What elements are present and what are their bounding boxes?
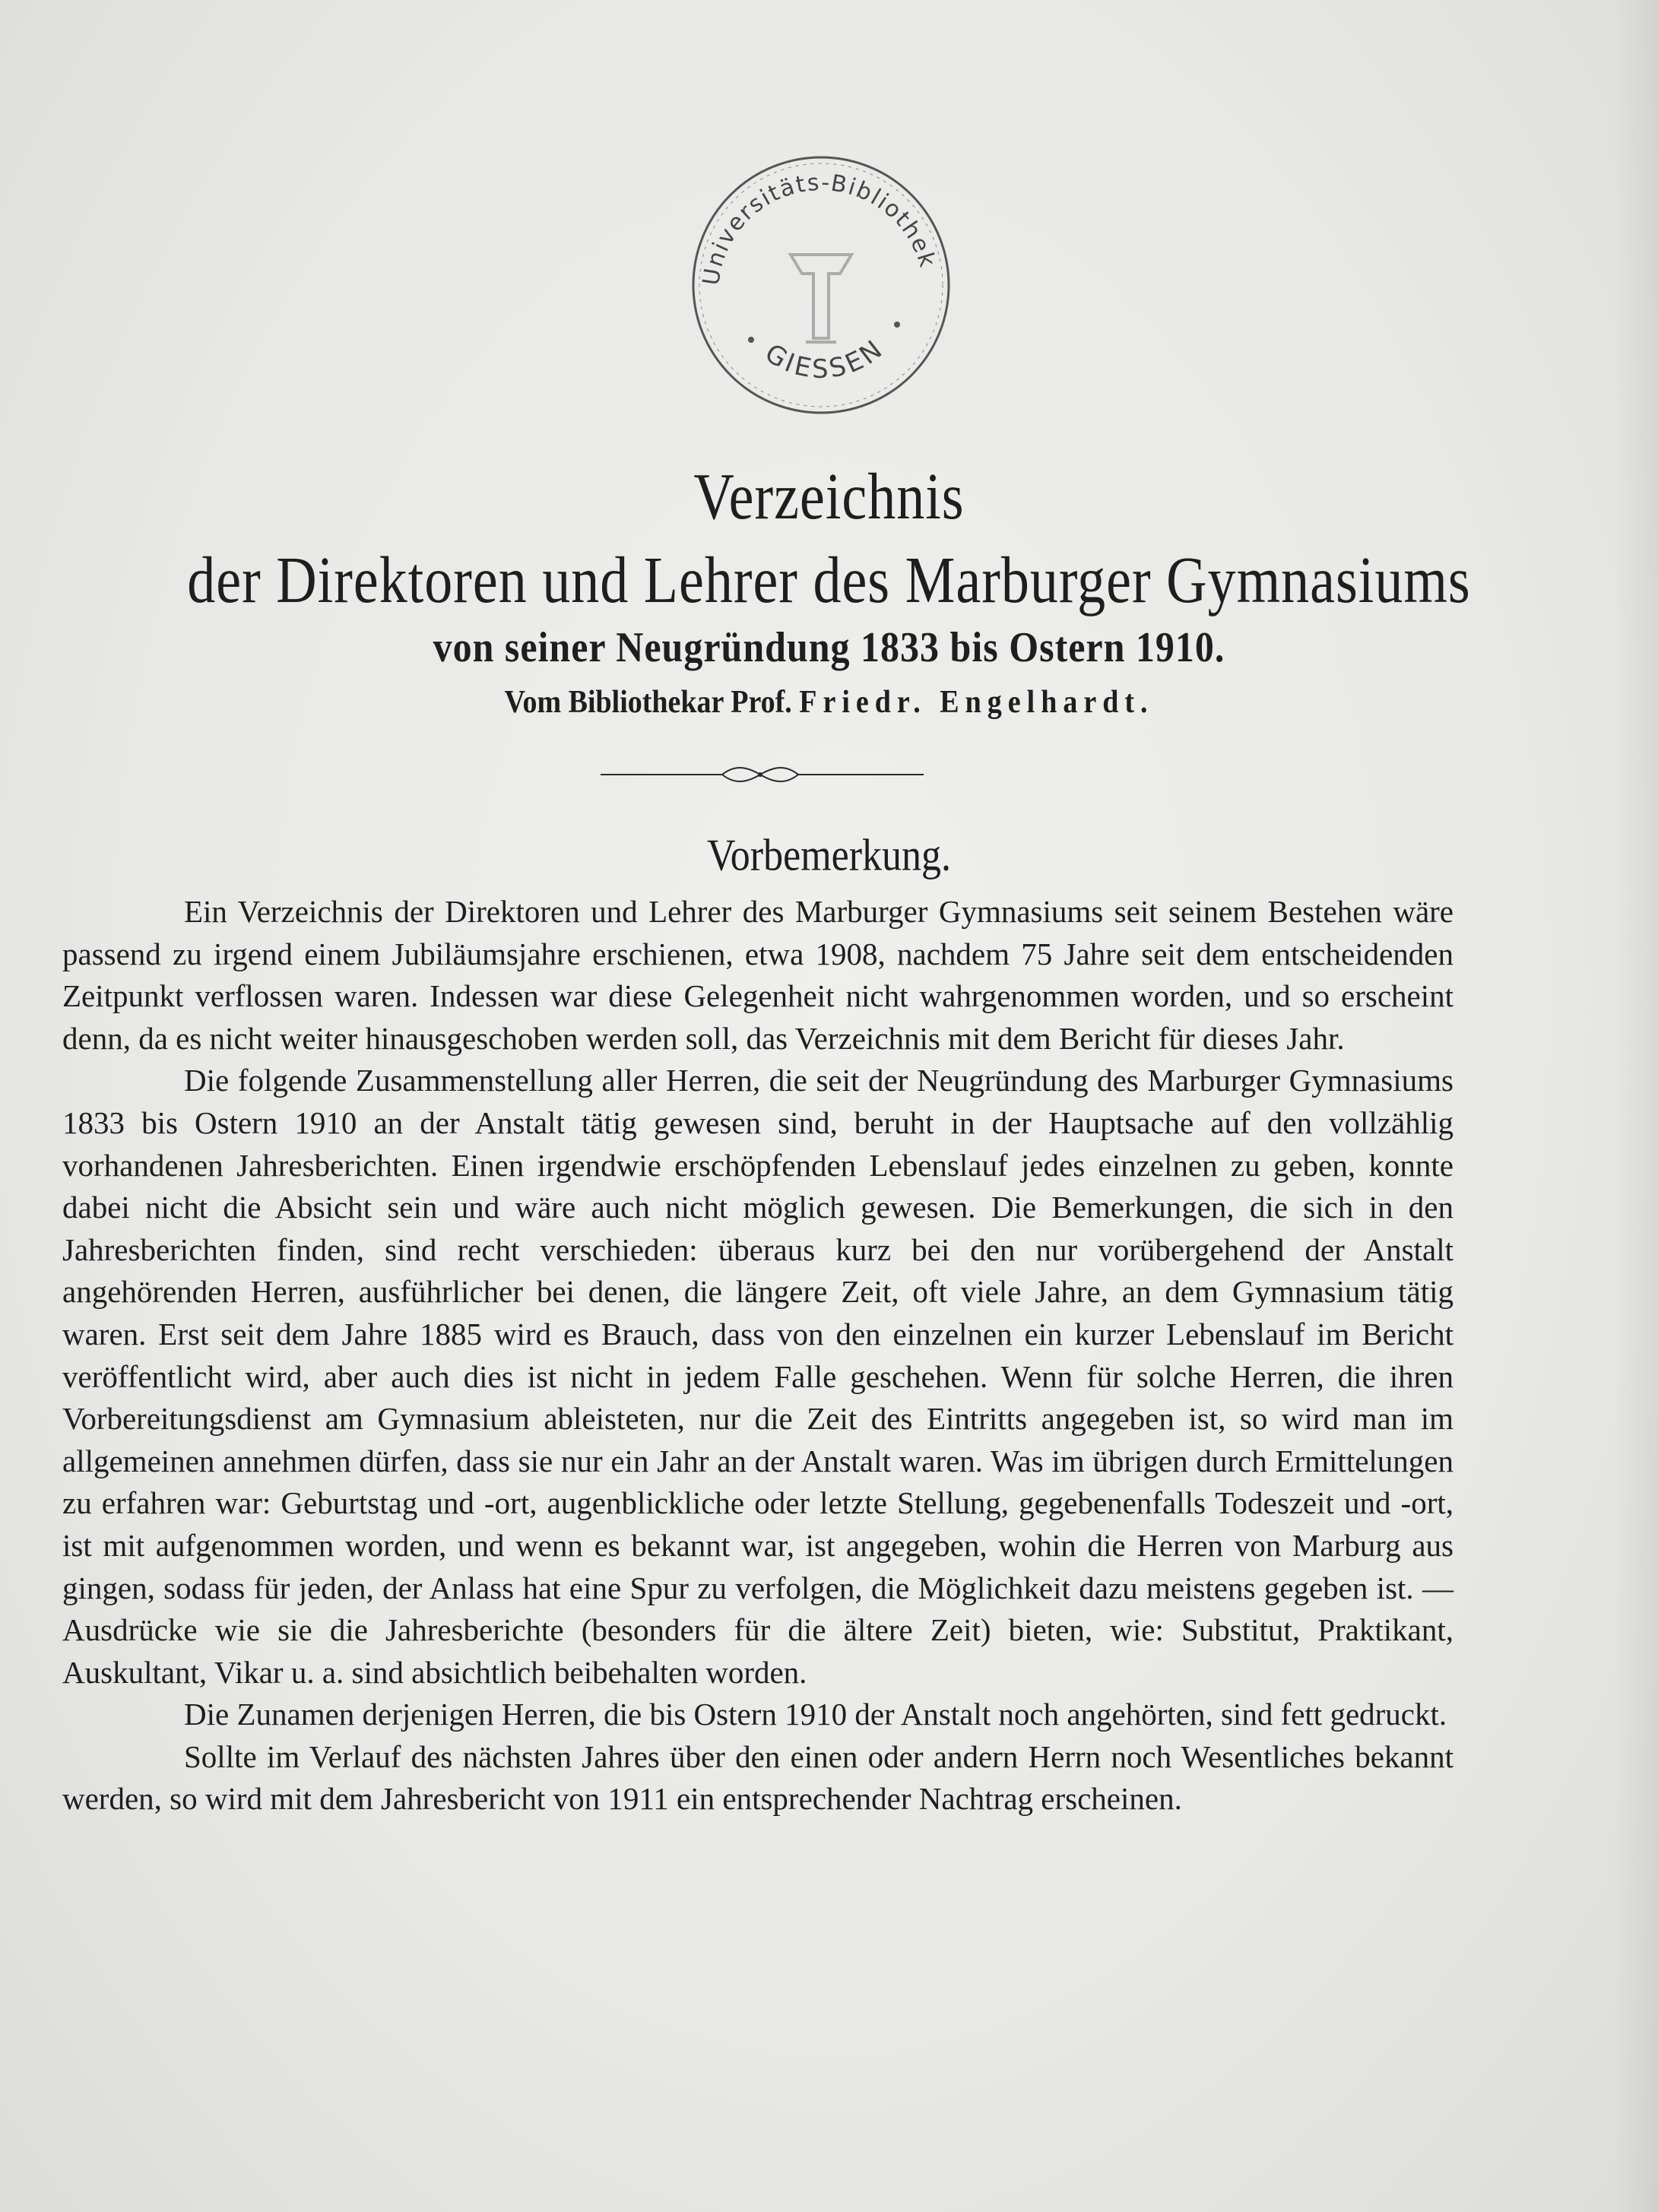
title-line-1: Verzeichnis xyxy=(693,460,965,534)
divider-ornament xyxy=(718,764,802,785)
paragraph-3: Die Zunamen derjenigen Herren, die bis Ostern 1910 der Anstalt noch angehörten, sind fett gedruckt. xyxy=(184,1697,1447,1732)
paragraph-2: Die folgende Zusammenstellung aller Herren, die seit der Neugründung des Marburger Gymnasiums 1833 bis Ostern 1910 an der Anstalt tätig gewesen sind, beruht in der Hauptsache auf den vollzählig vorhandenen Jahresberichten. Einen irgendwie erschöpfenden Lebenslauf jedes einzelnen zu geben, konnte dabei nicht die Absicht sein und wäre auch nicht möglich gewesen. Die Bemerkungen, die sich in den Jahresberichten finden, sind recht verschieden: überaus kurz bei den nur vorübergehend der Anstalt angehörenden Herren, ausführlicher bei denen, die längere Zeit, oft viele Jahre, an dem Gymnasium tätig waren. Erst seit dem Jahre 1885 wird es Brauch, dass von den einzelnen ein kurzer Lebenslauf im Bericht veröffentlicht wird, aber auch dies ist nicht in jedem Falle geschehen. Wenn für solche Herren, die ihren Vorbereitungsdienst am Gymnasium ableisteten, nur die Zeit des Eintritts angegeben ist, so wird man im allgemeinen annehmen dürfen, dass sie nur ein Jahr an der Anstalt waren. Was im übrigen durch Ermittelungen zu erfahren war: Geburtstag und -ort, augenblickliche oder letzte Stellung, gegebenenfalls Todeszeit und -ort, ist mit aufgenommen worden, und wenn es bekannt war, ist angegeben, wohin die Herren von Marburg aus gingen, sodass für jeden, der Anlass hat eine Spur zu verfolgen, die Möglichkeit dazu meistens gegeben ist. — Ausdrücke wie sie die Jahresberichte (besonders für die ältere Zeit) bieten, wie: Substitut, Praktikant, Auskultant, Vikar u. a. sind absichtlich beibehalten worden. xyxy=(62,1063,1454,1690)
library-stamp xyxy=(677,141,965,429)
title-line-3: von seiner Neugründung 1833 bis Ostern 1910. xyxy=(433,623,1225,671)
author-name: Friedr. Engelhardt. xyxy=(799,684,1154,721)
divider-right xyxy=(798,774,924,775)
page-edge-shadow xyxy=(1612,0,1658,2212)
paragraph-4: Sollte im Verlauf des nächsten Jahres über den einen oder andern Herrn noch Wesentliches bekannt werden, so wird mit dem Jahresbericht von 1911 ein entsprechender Nachtrag erscheinen. xyxy=(62,1738,1454,1817)
author-prefix: Vom Bibliothekar Prof. xyxy=(504,684,792,721)
author-line xyxy=(0,684,1658,721)
title-line-2: der Direktoren und Lehrer des Marburger Gymnasiums xyxy=(187,543,1471,618)
section-heading: Vorbemerkung. xyxy=(706,830,952,881)
divider-left xyxy=(601,774,722,775)
body-text xyxy=(62,891,1454,1821)
paragraph-1: Ein Verzeichnis der Direktoren und Lehrer des Marburger Gymnasiums seit seinem Bestehen wäre passend zu irgend einem Jubiläumsjahre erschienen, etwa 1908, nachdem 75 Jahre seit dem entscheidenden Zeitpunkt verflossen waren. Indessen war diese Gelegenheit nicht wahrgenommen worden, und so erscheint denn, da es nicht weiter hinausgeschoben werden soll, das Verzeichnis mit dem Bericht für dieses Jahr. xyxy=(62,894,1454,1056)
svg-text:Universitäts-Bibliothek: Universitäts-Bibliothek xyxy=(698,169,941,287)
svg-text:GIESSEN: GIESSEN xyxy=(759,332,890,385)
